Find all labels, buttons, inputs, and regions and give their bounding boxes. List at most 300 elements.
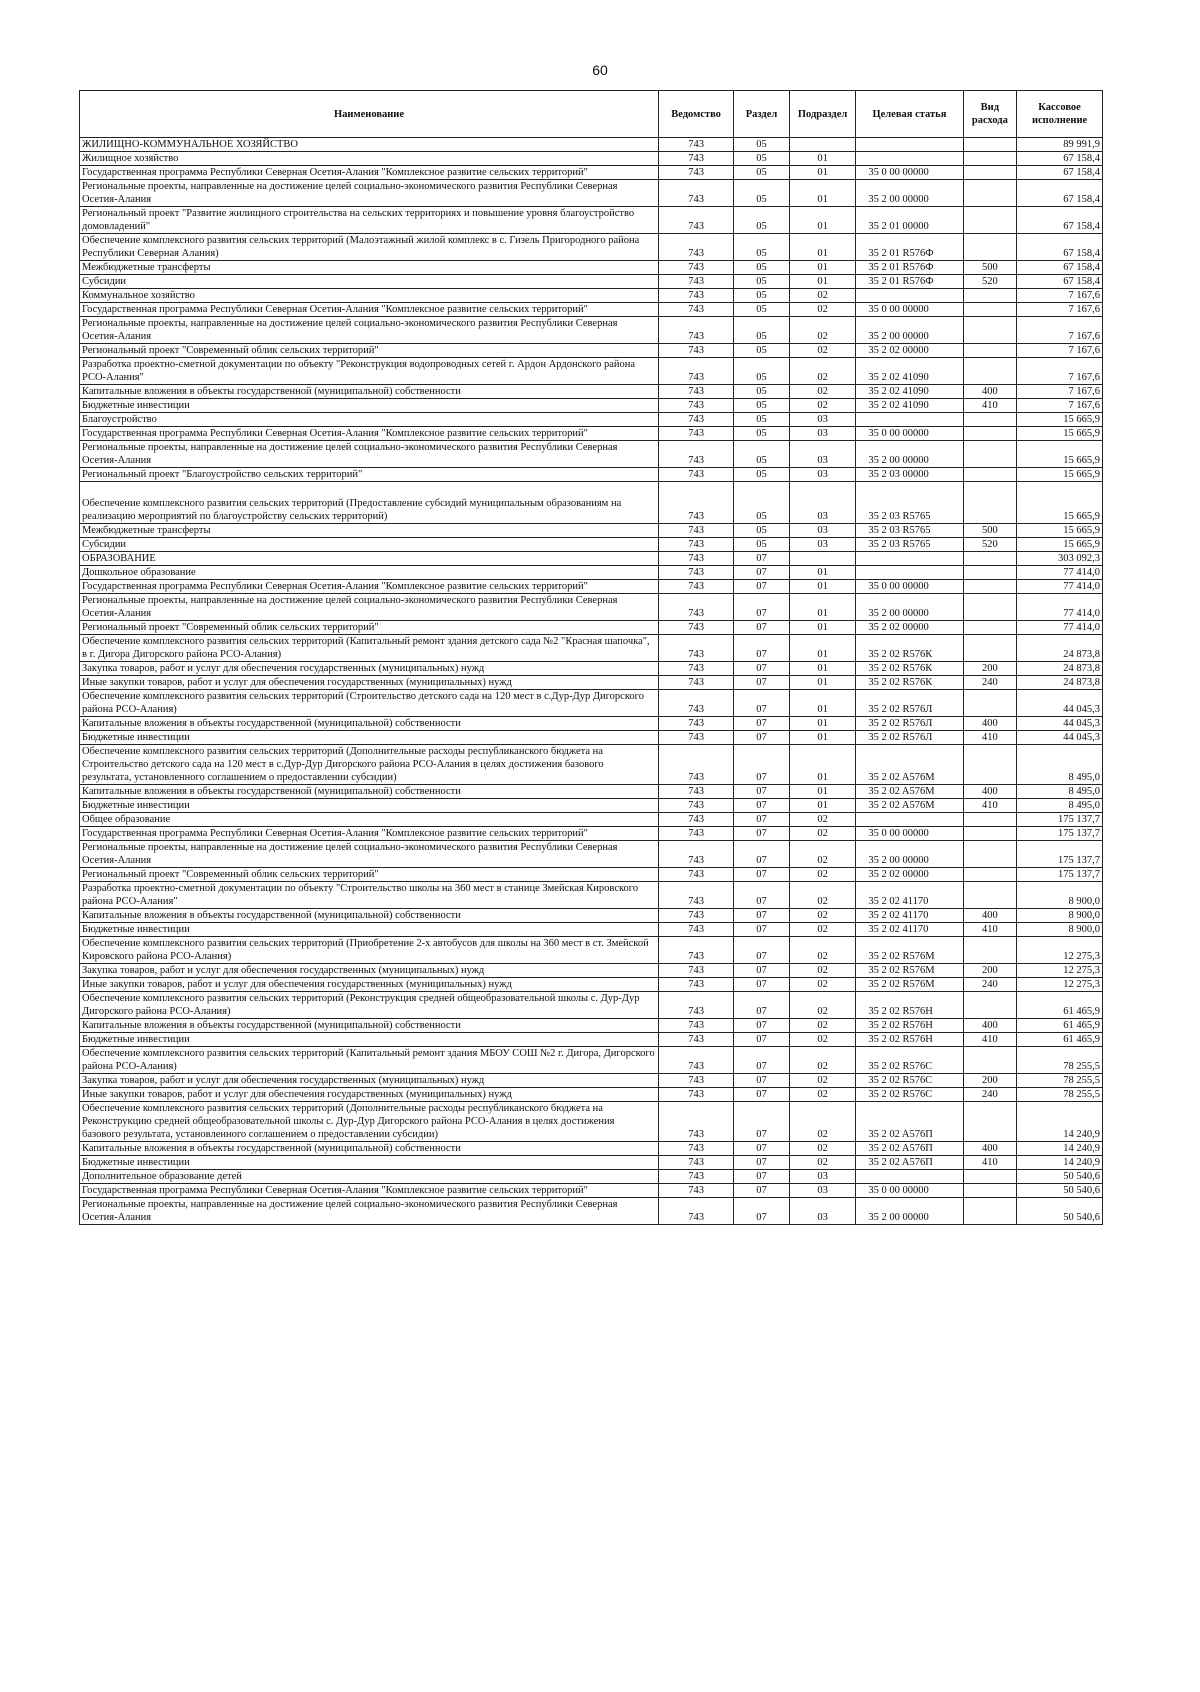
cell-amount: 7 167,6 [1017, 344, 1103, 358]
cell-target [856, 413, 963, 427]
cell-type [963, 180, 1017, 207]
cell-target: 35 2 00 00000 [856, 441, 963, 468]
cell-type: 410 [963, 1033, 1017, 1047]
cell-subsection: 02 [789, 317, 855, 344]
cell-subsection: 02 [789, 1088, 855, 1102]
cell-type [963, 138, 1017, 152]
cell-section: 07 [734, 635, 790, 662]
cell-target [856, 152, 963, 166]
cell-target [856, 1170, 963, 1184]
cell-dept: 743 [659, 303, 734, 317]
cell-amount: 7 167,6 [1017, 289, 1103, 303]
table-row [80, 799, 1103, 813]
cell-section: 07 [734, 1088, 790, 1102]
cell-name: Обеспечение комплексного развития сельских территорий (Предоставление субсидий муниципальным образованиям на реализацию мероприятий по благоустройству сельских территорий) [80, 482, 659, 524]
cell-name: Региональные проекты, направленные на достижение целей социально-экономического развития Республики Северная Осетия-Алания [80, 594, 659, 621]
cell-dept: 743 [659, 1102, 734, 1142]
cell-name: Капитальные вложения в объекты государственной (муниципальной) собственности [80, 385, 659, 399]
cell-type [963, 482, 1017, 524]
table-row [80, 427, 1103, 441]
cell-dept: 743 [659, 166, 734, 180]
cell-type [963, 841, 1017, 868]
cell-name: Обеспечение комплексного развития сельских территорий (Малоэтажный жилой комплекс в с. Гизель Пригородного района Республики Северная Алания) [80, 234, 659, 261]
cell-dept: 743 [659, 566, 734, 580]
cell-dept: 743 [659, 937, 734, 964]
cell-subsection: 03 [789, 1198, 855, 1225]
table-row [80, 1198, 1103, 1225]
cell-section: 07 [734, 676, 790, 690]
cell-subsection: 03 [789, 1184, 855, 1198]
cell-amount: 44 045,3 [1017, 731, 1103, 745]
cell-name: Региональные проекты, направленные на достижение целей социально-экономического развития Республики Северная Осетия-Алания [80, 441, 659, 468]
table-row [80, 717, 1103, 731]
cell-name: Иные закупки товаров, работ и услуг для обеспечения государственных (муниципальных) нужд [80, 1088, 659, 1102]
cell-type: 400 [963, 1019, 1017, 1033]
cell-subsection: 03 [789, 441, 855, 468]
cell-section: 07 [734, 964, 790, 978]
cell-section: 05 [734, 468, 790, 482]
cell-amount: 24 873,8 [1017, 676, 1103, 690]
cell-target: 35 2 00 00000 [856, 841, 963, 868]
cell-dept: 743 [659, 358, 734, 385]
cell-amount: 8 495,0 [1017, 799, 1103, 813]
cell-amount: 24 873,8 [1017, 635, 1103, 662]
cell-type: 410 [963, 923, 1017, 937]
cell-type: 200 [963, 662, 1017, 676]
cell-name: Региональные проекты, направленные на достижение целей социально-экономического развития Республики Северная Осетия-Алания [80, 841, 659, 868]
cell-dept: 743 [659, 594, 734, 621]
table-row [80, 261, 1103, 275]
cell-name: Иные закупки товаров, работ и услуг для обеспечения государственных (муниципальных) нужд [80, 978, 659, 992]
cell-name: Дошкольное образование [80, 566, 659, 580]
cell-amount: 44 045,3 [1017, 717, 1103, 731]
cell-name: Региональные проекты, направленные на достижение целей социально-экономического развития Республики Северная Осетия-Алания [80, 1198, 659, 1225]
cell-subsection: 03 [789, 538, 855, 552]
cell-name: Государственная программа Республики Северная Осетия-Алания "Комплексное развитие сельских территорий" [80, 1184, 659, 1198]
cell-name: Закупка товаров, работ и услуг для обеспечения государственных (муниципальных) нужд [80, 964, 659, 978]
cell-amount: 61 465,9 [1017, 992, 1103, 1019]
cell-dept: 743 [659, 978, 734, 992]
table-row [80, 1088, 1103, 1102]
table-row [80, 621, 1103, 635]
header-dept: Ведомство [659, 91, 734, 138]
cell-name: Государственная программа Республики Северная Осетия-Алания "Комплексное развитие сельских территорий" [80, 303, 659, 317]
table-row [80, 468, 1103, 482]
table-row [80, 441, 1103, 468]
cell-amount: 67 158,4 [1017, 152, 1103, 166]
cell-target: 35 2 02 A576М [856, 745, 963, 785]
cell-amount: 7 167,6 [1017, 303, 1103, 317]
table-row [80, 1102, 1103, 1142]
cell-target [856, 566, 963, 580]
cell-amount: 15 665,9 [1017, 482, 1103, 524]
cell-amount: 12 275,3 [1017, 937, 1103, 964]
cell-subsection: 02 [789, 841, 855, 868]
cell-subsection: 02 [789, 909, 855, 923]
cell-target: 35 2 03 R5765 [856, 482, 963, 524]
cell-target: 35 2 00 00000 [856, 594, 963, 621]
cell-section: 07 [734, 1170, 790, 1184]
cell-dept: 743 [659, 1170, 734, 1184]
cell-name: Региональный проект "Благоустройство сельских территорий" [80, 468, 659, 482]
table-row [80, 978, 1103, 992]
cell-amount: 67 158,4 [1017, 207, 1103, 234]
cell-dept: 743 [659, 635, 734, 662]
cell-target [856, 813, 963, 827]
table-row [80, 524, 1103, 538]
cell-type [963, 594, 1017, 621]
cell-type: 520 [963, 275, 1017, 289]
cell-section: 05 [734, 166, 790, 180]
cell-type: 410 [963, 799, 1017, 813]
cell-section: 05 [734, 234, 790, 261]
table-row [80, 358, 1103, 385]
cell-amount: 67 158,4 [1017, 180, 1103, 207]
cell-section: 07 [734, 690, 790, 717]
cell-dept: 743 [659, 1184, 734, 1198]
cell-target: 35 2 02 R576К [856, 676, 963, 690]
cell-section: 05 [734, 180, 790, 207]
cell-name: Капитальные вложения в объекты государственной (муниципальной) собственности [80, 1142, 659, 1156]
cell-target: 35 2 02 00000 [856, 621, 963, 635]
table-row [80, 909, 1103, 923]
cell-amount: 44 045,3 [1017, 690, 1103, 717]
cell-subsection: 01 [789, 166, 855, 180]
table-row [80, 275, 1103, 289]
cell-target: 35 2 02 R576М [856, 964, 963, 978]
cell-type [963, 468, 1017, 482]
cell-section: 05 [734, 538, 790, 552]
cell-section: 07 [734, 813, 790, 827]
cell-dept: 743 [659, 385, 734, 399]
table-row [80, 868, 1103, 882]
table-row [80, 827, 1103, 841]
cell-amount: 50 540,6 [1017, 1198, 1103, 1225]
cell-name: Региональный проект "Современный облик сельских территорий" [80, 868, 659, 882]
cell-name: Обеспечение комплексного развития сельских территорий (Капитальный ремонт здания МБОУ СОШ №2 г. Дигора, Дигорского района РСО-Алания) [80, 1047, 659, 1074]
cell-section: 07 [734, 1184, 790, 1198]
cell-amount: 50 540,6 [1017, 1170, 1103, 1184]
cell-type [963, 552, 1017, 566]
cell-section: 05 [734, 289, 790, 303]
cell-amount: 89 991,9 [1017, 138, 1103, 152]
cell-section: 07 [734, 841, 790, 868]
cell-dept: 743 [659, 1019, 734, 1033]
cell-dept: 743 [659, 427, 734, 441]
cell-amount: 7 167,6 [1017, 317, 1103, 344]
cell-section: 05 [734, 399, 790, 413]
cell-subsection: 01 [789, 745, 855, 785]
cell-type [963, 635, 1017, 662]
cell-amount: 12 275,3 [1017, 978, 1103, 992]
cell-name: Общее образование [80, 813, 659, 827]
cell-amount: 67 158,4 [1017, 166, 1103, 180]
table-row [80, 882, 1103, 909]
cell-amount: 67 158,4 [1017, 261, 1103, 275]
cell-subsection: 01 [789, 717, 855, 731]
table-row [80, 635, 1103, 662]
cell-amount: 12 275,3 [1017, 964, 1103, 978]
cell-dept: 743 [659, 868, 734, 882]
cell-target: 35 2 02 41170 [856, 923, 963, 937]
cell-name: Обеспечение комплексного развития сельских территорий (Строительство детского сада на 120 мест в с.Дур-Дур Дигорского района РСО-Алания) [80, 690, 659, 717]
table-row [80, 964, 1103, 978]
cell-amount: 8 900,0 [1017, 909, 1103, 923]
cell-dept: 743 [659, 841, 734, 868]
cell-amount: 15 665,9 [1017, 524, 1103, 538]
cell-dept: 743 [659, 289, 734, 303]
cell-section: 07 [734, 552, 790, 566]
cell-section: 07 [734, 580, 790, 594]
cell-name: Бюджетные инвестиции [80, 923, 659, 937]
cell-amount: 175 137,7 [1017, 827, 1103, 841]
cell-section: 05 [734, 317, 790, 344]
cell-section: 05 [734, 303, 790, 317]
cell-name: Региональный проект "Развитие жилищного строительства на сельских территориях и повышение уровня благоустройство домовладений" [80, 207, 659, 234]
cell-section: 07 [734, 717, 790, 731]
cell-name: ОБРАЗОВАНИЕ [80, 552, 659, 566]
table-row [80, 923, 1103, 937]
cell-section: 05 [734, 207, 790, 234]
cell-subsection: 02 [789, 964, 855, 978]
header-name: Наименование [80, 91, 659, 138]
cell-subsection: 01 [789, 594, 855, 621]
cell-subsection: 02 [789, 978, 855, 992]
cell-section: 07 [734, 923, 790, 937]
cell-amount: 78 255,5 [1017, 1047, 1103, 1074]
cell-amount: 15 665,9 [1017, 427, 1103, 441]
cell-amount: 78 255,5 [1017, 1088, 1103, 1102]
table-row [80, 482, 1103, 524]
cell-target: 35 2 03 R5765 [856, 538, 963, 552]
cell-dept: 743 [659, 468, 734, 482]
table-row [80, 676, 1103, 690]
cell-name: Обеспечение комплексного развития сельских территорий (Реконструкция средней общеобразовательной школы с. Дур-Дур Дигорского района РСО-Алания) [80, 992, 659, 1019]
cell-amount: 77 414,0 [1017, 580, 1103, 594]
cell-target: 35 2 02 R576Н [856, 992, 963, 1019]
cell-dept: 743 [659, 813, 734, 827]
cell-subsection: 02 [789, 358, 855, 385]
cell-type [963, 621, 1017, 635]
cell-amount: 175 137,7 [1017, 868, 1103, 882]
cell-subsection: 01 [789, 799, 855, 813]
cell-type [963, 690, 1017, 717]
cell-section: 05 [734, 441, 790, 468]
cell-target: 35 2 03 00000 [856, 468, 963, 482]
cell-dept: 743 [659, 234, 734, 261]
cell-dept: 743 [659, 317, 734, 344]
cell-subsection: 02 [789, 399, 855, 413]
cell-target: 35 2 00 00000 [856, 1198, 963, 1225]
cell-name: Государственная программа Республики Северная Осетия-Алания "Комплексное развитие сельских территорий" [80, 166, 659, 180]
cell-subsection: 01 [789, 566, 855, 580]
table-row [80, 1170, 1103, 1184]
cell-type [963, 344, 1017, 358]
header-type-line2: расхода [971, 115, 1008, 126]
cell-subsection: 02 [789, 992, 855, 1019]
cell-name: Дополнительное образование детей [80, 1170, 659, 1184]
cell-name: Капитальные вложения в объекты государственной (муниципальной) собственности [80, 785, 659, 799]
cell-section: 07 [734, 594, 790, 621]
expenditure-table [79, 90, 1103, 1225]
cell-name: Бюджетные инвестиции [80, 799, 659, 813]
table-row [80, 992, 1103, 1019]
cell-target: 35 2 00 00000 [856, 317, 963, 344]
cell-dept: 743 [659, 1033, 734, 1047]
cell-amount: 15 665,9 [1017, 468, 1103, 482]
cell-section: 07 [734, 785, 790, 799]
cell-type [963, 1102, 1017, 1142]
cell-target: 35 2 02 R576Л [856, 717, 963, 731]
cell-dept: 743 [659, 261, 734, 275]
header-target: Целевая статья [856, 91, 963, 138]
cell-section: 07 [734, 882, 790, 909]
cell-subsection: 03 [789, 468, 855, 482]
table-row [80, 1142, 1103, 1156]
cell-subsection: 02 [789, 344, 855, 358]
cell-type: 400 [963, 385, 1017, 399]
cell-target: 35 2 00 00000 [856, 180, 963, 207]
cell-dept: 743 [659, 731, 734, 745]
cell-section: 07 [734, 1198, 790, 1225]
cell-target: 35 2 02 41090 [856, 358, 963, 385]
cell-name: Разработка проектно-сметной документации по объекту "Строительство школы на 360 мест в станице Змейская Кировского района РСО-Алания" [80, 882, 659, 909]
cell-amount: 61 465,9 [1017, 1033, 1103, 1047]
cell-type: 410 [963, 731, 1017, 745]
cell-section: 05 [734, 261, 790, 275]
cell-subsection: 02 [789, 923, 855, 937]
cell-section: 07 [734, 992, 790, 1019]
cell-dept: 743 [659, 882, 734, 909]
cell-dept: 743 [659, 662, 734, 676]
cell-subsection: 02 [789, 303, 855, 317]
cell-subsection: 02 [789, 1142, 855, 1156]
cell-subsection: 03 [789, 413, 855, 427]
cell-target: 35 2 02 A576М [856, 785, 963, 799]
table-row [80, 1184, 1103, 1198]
cell-amount: 14 240,9 [1017, 1142, 1103, 1156]
cell-type [963, 358, 1017, 385]
cell-subsection [789, 552, 855, 566]
cell-type: 410 [963, 1156, 1017, 1170]
cell-type: 400 [963, 717, 1017, 731]
cell-section: 07 [734, 937, 790, 964]
cell-subsection: 02 [789, 1033, 855, 1047]
cell-dept: 743 [659, 152, 734, 166]
cell-subsection: 01 [789, 731, 855, 745]
cell-amount: 8 495,0 [1017, 785, 1103, 799]
cell-dept: 743 [659, 1142, 734, 1156]
cell-type: 400 [963, 1142, 1017, 1156]
cell-dept: 743 [659, 964, 734, 978]
cell-dept: 743 [659, 909, 734, 923]
header-type-line1: Вид [980, 102, 1000, 113]
cell-name: Субсидии [80, 275, 659, 289]
cell-name: Бюджетные инвестиции [80, 731, 659, 745]
cell-target: 35 2 02 A576П [856, 1156, 963, 1170]
cell-amount: 77 414,0 [1017, 594, 1103, 621]
table-row [80, 207, 1103, 234]
cell-dept: 743 [659, 399, 734, 413]
cell-amount: 67 158,4 [1017, 234, 1103, 261]
table-body [80, 138, 1103, 1225]
cell-section: 07 [734, 745, 790, 785]
cell-subsection [789, 138, 855, 152]
table-row [80, 745, 1103, 785]
cell-target: 35 0 00 00000 [856, 580, 963, 594]
table-row [80, 937, 1103, 964]
table-row [80, 841, 1103, 868]
table-row [80, 413, 1103, 427]
cell-subsection: 02 [789, 289, 855, 303]
cell-type [963, 303, 1017, 317]
cell-subsection: 02 [789, 1019, 855, 1033]
cell-section: 05 [734, 152, 790, 166]
cell-target: 35 2 02 R576Л [856, 690, 963, 717]
cell-amount: 78 255,5 [1017, 1074, 1103, 1088]
cell-name: Обеспечение комплексного развития сельских территорий (Дополнительные расходы республиканского бюджета на Реконструкцию средней общеобразовательной школы с. Дур-Дур Дигорского района РСО-Алания в целях достижения базового результата, установленного соглашением о предоставлении субсидии) [80, 1102, 659, 1142]
table-row [80, 1033, 1103, 1047]
cell-target: 35 2 02 A576М [856, 799, 963, 813]
cell-section: 05 [734, 482, 790, 524]
cell-type [963, 1170, 1017, 1184]
cell-subsection: 01 [789, 690, 855, 717]
cell-dept: 743 [659, 1074, 734, 1088]
cell-type [963, 427, 1017, 441]
cell-target: 35 2 02 00000 [856, 344, 963, 358]
cell-section: 07 [734, 1047, 790, 1074]
cell-type [963, 1198, 1017, 1225]
cell-section: 05 [734, 524, 790, 538]
table-row [80, 1156, 1103, 1170]
cell-type [963, 166, 1017, 180]
cell-type: 500 [963, 524, 1017, 538]
header-amount [1017, 91, 1103, 138]
cell-subsection: 02 [789, 813, 855, 827]
cell-type [963, 1047, 1017, 1074]
cell-type [963, 992, 1017, 1019]
cell-target: 35 2 02 A576П [856, 1142, 963, 1156]
cell-subsection: 01 [789, 180, 855, 207]
cell-dept: 743 [659, 538, 734, 552]
cell-name: Региональные проекты, направленные на достижение целей социально-экономического развития Республики Северная Осетия-Алания [80, 180, 659, 207]
cell-subsection: 02 [789, 882, 855, 909]
cell-type: 400 [963, 909, 1017, 923]
cell-name: Разработка проектно-сметной документации по объекту "Реконструкция водопроводных сетей г. Ардон Ардонского района РСО-Алания" [80, 358, 659, 385]
cell-type: 240 [963, 1088, 1017, 1102]
header-amount-line2: исполнение [1031, 115, 1088, 126]
cell-subsection: 01 [789, 261, 855, 275]
cell-section: 07 [734, 1156, 790, 1170]
cell-type: 500 [963, 261, 1017, 275]
cell-section: 05 [734, 427, 790, 441]
cell-section: 07 [734, 827, 790, 841]
cell-subsection: 03 [789, 1170, 855, 1184]
cell-name: Капитальные вложения в объекты государственной (муниципальной) собственности [80, 909, 659, 923]
cell-dept: 743 [659, 1198, 734, 1225]
cell-target: 35 2 02 R576Н [856, 1019, 963, 1033]
cell-type [963, 207, 1017, 234]
cell-amount: 7 167,6 [1017, 385, 1103, 399]
cell-dept: 743 [659, 441, 734, 468]
cell-target: 35 2 02 R576С [856, 1088, 963, 1102]
cell-dept: 743 [659, 344, 734, 358]
cell-name: Благоустройство [80, 413, 659, 427]
cell-name: Обеспечение комплексного развития сельских территорий (Дополнительные расходы республиканского бюджета на Строительство детского сада на 120 мест в с.Дур-Дур Дигорского района РСО-Алания в целях достижения базового результата, установленного соглашением о предоставлении субсидии) [80, 745, 659, 785]
cell-dept: 743 [659, 785, 734, 799]
cell-amount: 7 167,6 [1017, 358, 1103, 385]
table-row [80, 594, 1103, 621]
